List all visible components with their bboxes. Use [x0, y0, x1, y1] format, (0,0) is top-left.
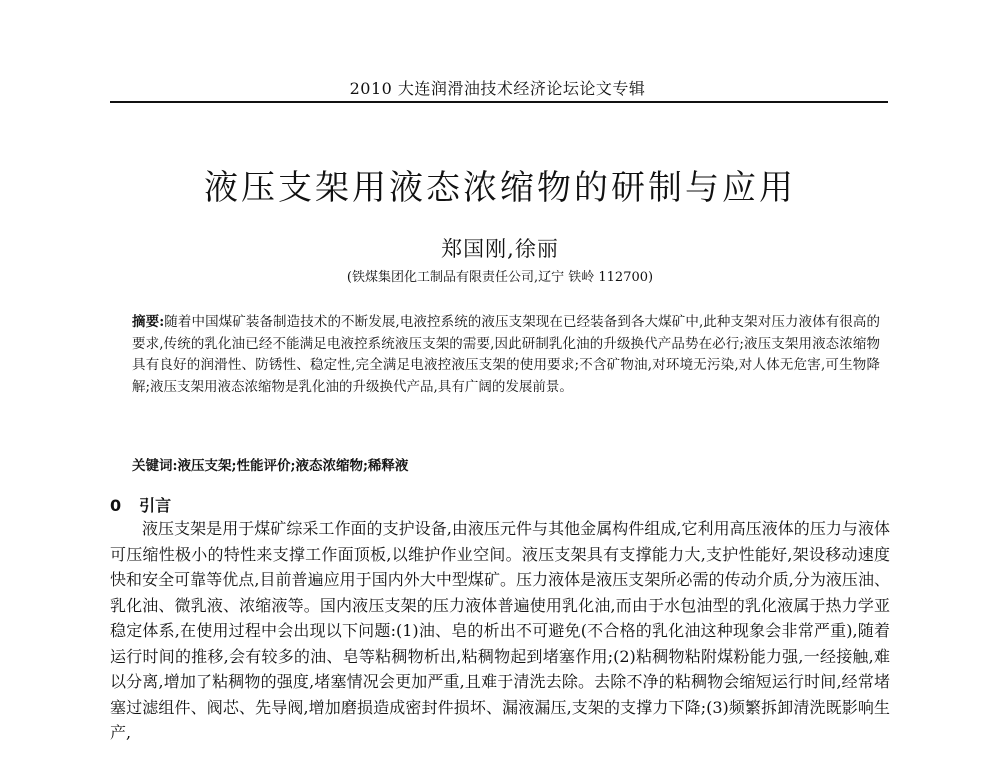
paper-title: 液压支架用液态浓缩物的研制与应用 [204, 168, 796, 208]
keywords-label: 关键词: [132, 458, 178, 474]
section-number: 0 [110, 496, 122, 515]
header-divider [110, 101, 888, 103]
abstract [132, 312, 880, 398]
authors: 郑国刚,徐丽 [441, 237, 559, 261]
running-header: 2010 大连润滑油技术经济论坛论文专辑 [349, 79, 646, 98]
keywords [132, 454, 880, 474]
keywords-text: 液压支架;性能评价;液态浓缩物;稀释液 [177, 458, 409, 474]
body-paragraph: 液压支架是用于煤矿综采工作面的支护设备,由液压元件与其他金属构件组成,它利用高压液体的压力与液体可压缩性极小的特性来支撑工作面顶板,以维护作业空间。液压支架具有支撑能力大,支护性能好,架设移动速度快和安全可靠等优点,目前普遍应用于国内外大中型煤矿。压力液体是液压支架所必需的传动介质,分为液压油、乳化油、微乳液、浓缩液等。国内液压支架的压力液体普遍使用乳化油,而由于水包油型的乳化液属于热力学亚稳定体系,在使用过程中会出现以下问题:(1)油、皂的析出不可避免(不合格的乳化油这种现象会非常严重),随着运行时间的推移,会有较多的油、皂等粘稠物析出,粘稠物起到堵塞作用;(2)粘稠物粘附煤粉能力强,一经接触,难以分离,增加了粘稠物的强度,堵塞情况会更加严重,且难于清洗去除。去除不净的粘稠物会缩短运行时间,经常堵塞过滤组件、阀芯、先导阀,增加磨损造成密封件损坏、漏液漏压,支架的支撑力下降;(3)频繁拆卸清洗既影响生产, [110, 519, 890, 742]
section-title: 引言 [139, 496, 172, 515]
abstract-text: 随着中国煤矿装备制造技术的不断发展,电液控系统的液压支架现在已经装备到各大煤矿中,此种支架对压力液体有很高的要求,传统的乳化油已经不能满足电液控系统液压支架的需要,因此研制乳化油的升级换代产品势在必行;液压支架用液态浓缩物具有良好的润滑性、防锈性、稳定性,完全满足电液控液压支架的使用要求;不含矿物油,对环境无污染,对人体无危害,可生物降解;液压支架用液态浓缩物是乳化油的升级换代产品,具有广阔的发展前景。 [132, 314, 880, 395]
abstract-label: 摘要: [132, 314, 165, 330]
section-heading [110, 493, 410, 516]
affiliation: (铁煤集团化工制品有限责任公司,辽宁 铁岭 112700) [346, 270, 654, 285]
